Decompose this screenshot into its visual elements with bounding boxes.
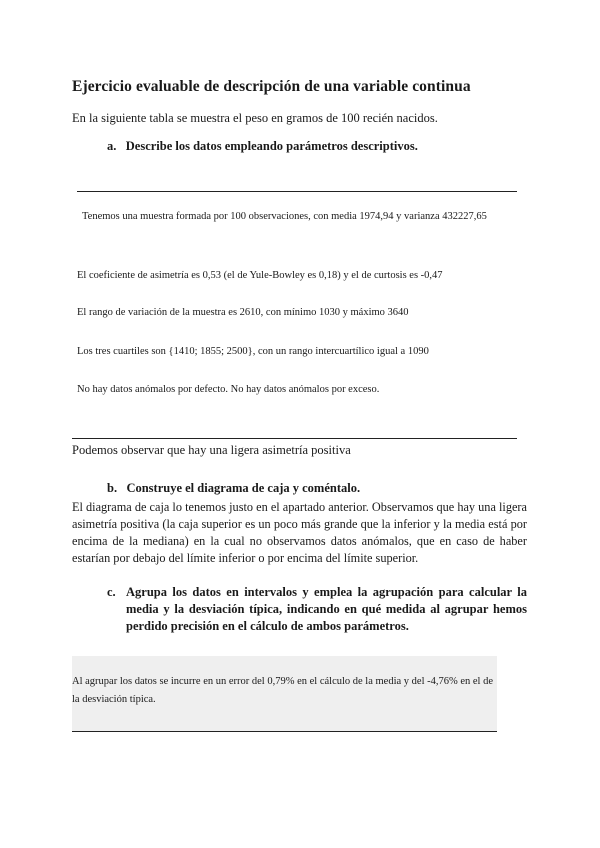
question-b <box>107 481 360 496</box>
question-a-text: Describe los datos empleando parámetros descriptivos. <box>125 139 418 153</box>
question-b-label: b. <box>107 481 118 495</box>
intro-paragraph: En la siguiente tabla se muestra el peso en gramos de 100 recién nacidos. <box>72 111 438 125</box>
page-title: Ejercicio evaluable de descripción de una variable continua <box>72 78 471 95</box>
observation-note: Podemos observar que hay una ligera asimetría positiva <box>72 443 351 457</box>
output-line-outliers: No hay datos anómalos por defecto. No hay datos anómalos por exceso. <box>77 384 380 395</box>
question-c <box>107 584 527 635</box>
output-c-bottom-rule <box>72 731 497 732</box>
output-line-mean-variance: Tenemos una muestra formada por 100 observaciones, con media 1974,94 y varianza 432227,65 <box>82 211 487 222</box>
question-c-text: Agrupa los datos en intervalos y emplea la agrupación para calcular la media y la desviación típica, indicando en qué medida al agrupar hemos perdido precisión en el cálculo de ambos parámetros. <box>126 585 527 633</box>
question-b-text: Construye el diagrama de caja y coméntalo. <box>126 481 361 495</box>
output-line-skewness: El coeficiente de asimetría es 0,53 (el de Yule-Bowley es 0,18) y el de curtosis es -0,47 <box>77 270 443 281</box>
output-a-bottom-rule <box>72 438 517 439</box>
question-a-label: a. <box>107 139 117 153</box>
question-c-label: c. <box>107 585 116 599</box>
output-c-text: Al agrupar los datos se incurre en un error del 0,79% en el cálculo de la media y del -4,76% en el de la desviación típica. <box>72 676 494 705</box>
question-a <box>107 139 418 154</box>
output-line-range: El rango de variación de la muestra es 2610, con mínimo 1030 y máximo 3640 <box>77 307 409 318</box>
output-a-top-rule <box>77 191 517 192</box>
output-line-quartiles: Los tres cuartiles son {1410; 1855; 2500}, con un rango intercuartílico igual a 1090 <box>77 346 429 357</box>
answer-b-paragraph: El diagrama de caja lo tenemos justo en el apartado anterior. Observamos que hay una ligera asimetría positiva (la caja superior es un poco más grande que la inferior y la media está por encima de la mediana) en la cual no observamos datos anómalos, que en caso de haber estarían por debajo del límite inferior o por encima del límite superior. <box>72 500 527 565</box>
